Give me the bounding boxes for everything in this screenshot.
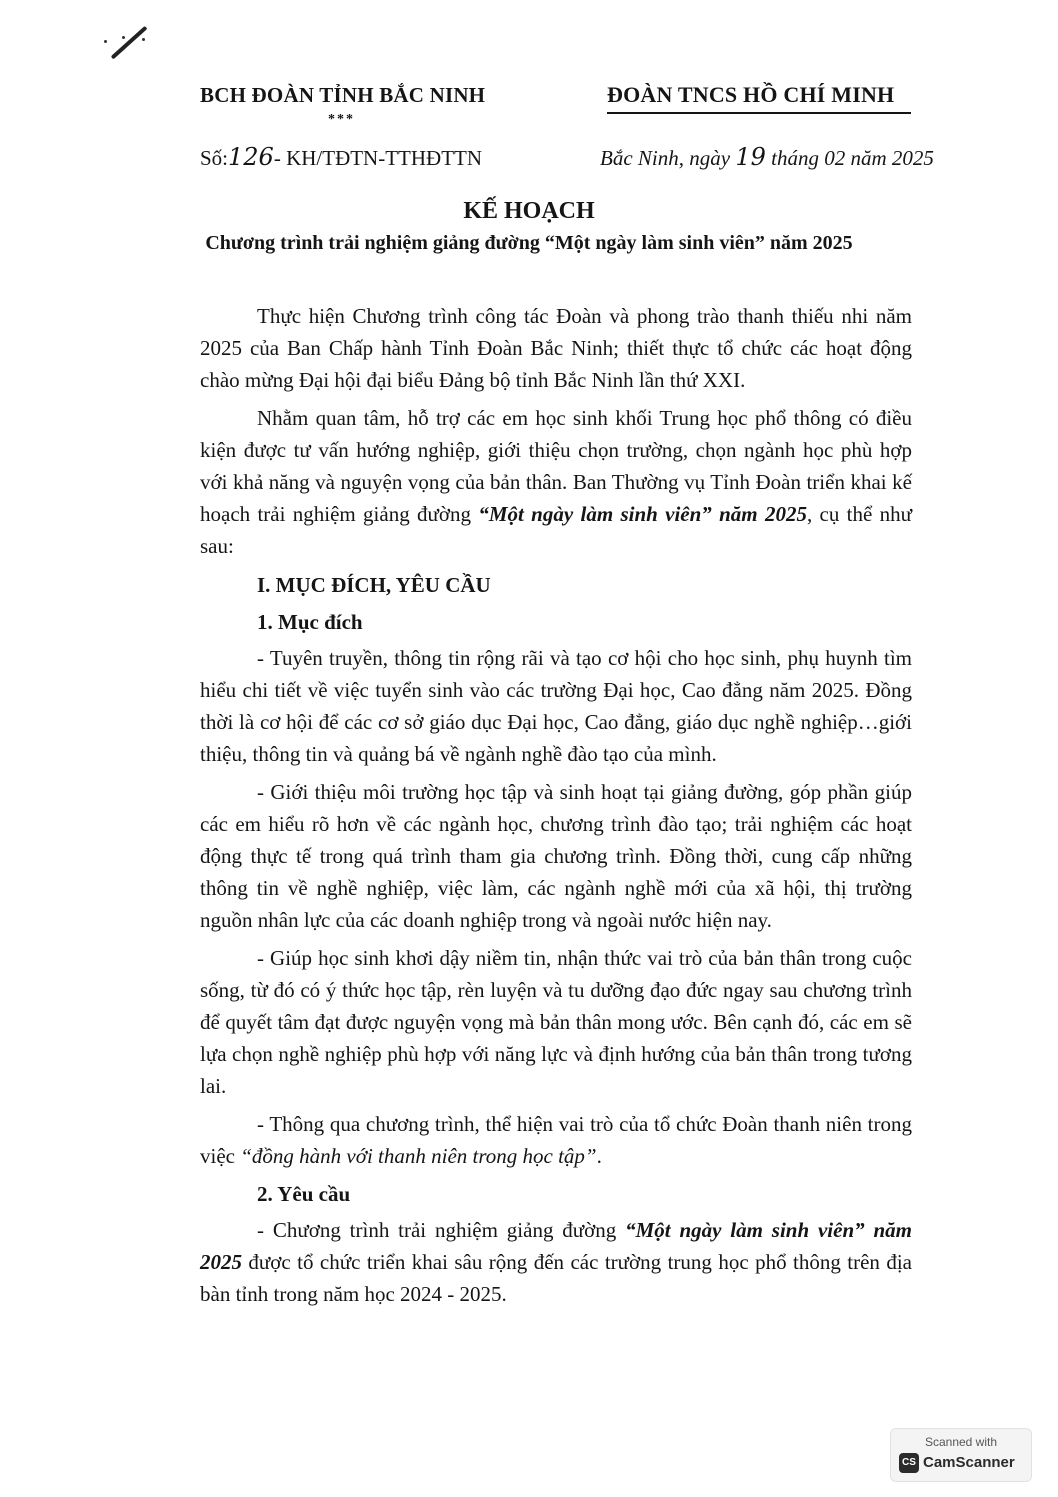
bullet-purpose-4	[200, 1108, 912, 1172]
ink-dot	[122, 36, 125, 39]
ink-dot	[104, 40, 107, 43]
program-name-emphasis-2: “Một ngày làm sinh viên” năm 2025	[200, 1218, 912, 1274]
camscanner-logo-icon: CS	[899, 1453, 919, 1473]
bullet-purpose-2: - Giới thiệu môi trường học tập và sinh hoạt tại giảng đường, góp phần giúp các em hiểu rõ hơn về các ngành học, chương trình đào tạo; trải nghiệm các hoạt động thực tế trong quá trình tham gia chương trình. Đồng thời, cung cấp những thông tin về nghề nghiệp, việc làm, các ngành nghề mới của xã hội, thị trường nguồn nhân lực của các doanh nghiệp trong và ngoài nước hiện nay.	[200, 780, 912, 932]
subsection-heading-requirements: 2. Yêu cầu	[257, 1182, 351, 1206]
section-heading-1: I. MỤC ĐÍCH, YÊU CẦU	[257, 573, 491, 597]
program-name-emphasis: “Một ngày làm sinh viên” năm 2025	[478, 502, 807, 526]
document-date	[600, 143, 934, 171]
header-underline	[607, 112, 911, 114]
bullet-purpose-4-end: .	[596, 1144, 602, 1168]
paragraph-intro: Thực hiện Chương trình công tác Đoàn và phong trào thanh thiếu nhi năm 2025 của Ban Chấp hành Tỉnh Đoàn Bắc Ninh; thiết thực tổ chức các hoạt động chào mừng Đại hội đại biểu Đảng bộ tỉnh Bắc Ninh lần thứ XXI.	[200, 304, 912, 392]
document-number-handwritten: 126	[228, 143, 274, 171]
bullet-requirement-1	[200, 1214, 912, 1310]
paragraph-purpose-text: Nhằm quan tâm, hỗ trợ các em học sinh khối Trung học phổ thông có điều kiện được tư vấn hướng nghiệp, giới thiệu chọn trường, chọn ngành học phù hợp với khả năng và nguyện vọng của bản thân. Ban Thường vụ Tỉnh Đoàn triển khai kế hoạch trải nghiệm giảng đường	[200, 406, 912, 526]
date-suffix: tháng 02 năm 2025	[771, 146, 934, 170]
bullet-requirement-1-text: - Chương trình trải nghiệm giảng đường	[257, 1218, 626, 1242]
document-body	[200, 300, 912, 1316]
national-organization: ĐOÀN TNCS HỒ CHÍ MINH	[607, 82, 895, 107]
bullet-requirement-1-end: được tổ chức triển khai sâu rộng đến các trường trung học phổ thông trên địa bàn tỉnh trong năm học 2024 - 2025.	[200, 1250, 912, 1306]
issuing-organization: BCH ĐOÀN TỈNH BẮC NINH	[200, 83, 486, 107]
paragraph-purpose	[200, 402, 912, 562]
document-title: KẾ HOẠCH	[463, 198, 595, 224]
document-number	[200, 143, 482, 171]
ink-dot	[142, 38, 145, 41]
bullet-purpose-1: - Tuyên truyền, thông tin rộng rãi và tạo cơ hội cho học sinh, phụ huynh tìm hiểu chi tiết về việc tuyển sinh vào các trường Đại học, Cao đẳng năm 2025. Đồng thời là cơ hội để các cơ sở giáo dục Đại học, Cao đẳng, giáo dục nghề nghiệp…giới thiệu, thông tin và quảng bá về ngành nghề đào tạo của mình.	[200, 646, 912, 766]
bullet-purpose-3: - Giúp học sinh khơi dậy niềm tin, nhận thức vai trò của bản thân trong cuộc sống, từ đó có ý thức học tập, rèn luyện và tu dưỡng đạo đức ngay sau chương trình để quyết tâm đạt được nguyện vọng mà bản thân mong ước. Bên cạnh đó, các em sẽ lựa chọn nghề nghiệp phù hợp với năng lực và định hướng của bản thân trong tương lai.	[200, 946, 912, 1098]
document-number-suffix: - KH/TĐTN-TTHĐTTN	[273, 146, 483, 170]
date-day-handwritten: 19	[735, 143, 766, 171]
watermark-caption: Scanned with	[924, 1435, 998, 1449]
date-prefix: Bắc Ninh, ngày	[600, 146, 731, 170]
slogan-emphasis: “đồng hành với thanh niên trong học tập”	[240, 1144, 597, 1168]
paragraph-purpose-end: , cụ thể như sau:	[200, 502, 913, 558]
camscanner-watermark	[890, 1428, 1032, 1482]
watermark-brand: CamScanner	[923, 1454, 1015, 1471]
bullet-purpose-4-text: - Thông qua chương trình, thể hiện vai trò của tổ chức Đoàn thanh niên trong việc	[200, 1112, 912, 1168]
handwritten-check-mark	[111, 26, 148, 60]
document-number-prefix: Số:	[200, 146, 229, 170]
header-stars: ***	[328, 112, 355, 127]
document-subtitle: Chương trình trải nghiệm giảng đường “Một ngày làm sinh viên” năm 2025	[205, 232, 853, 254]
subsection-heading-purpose: 1. Mục đích	[257, 610, 363, 634]
